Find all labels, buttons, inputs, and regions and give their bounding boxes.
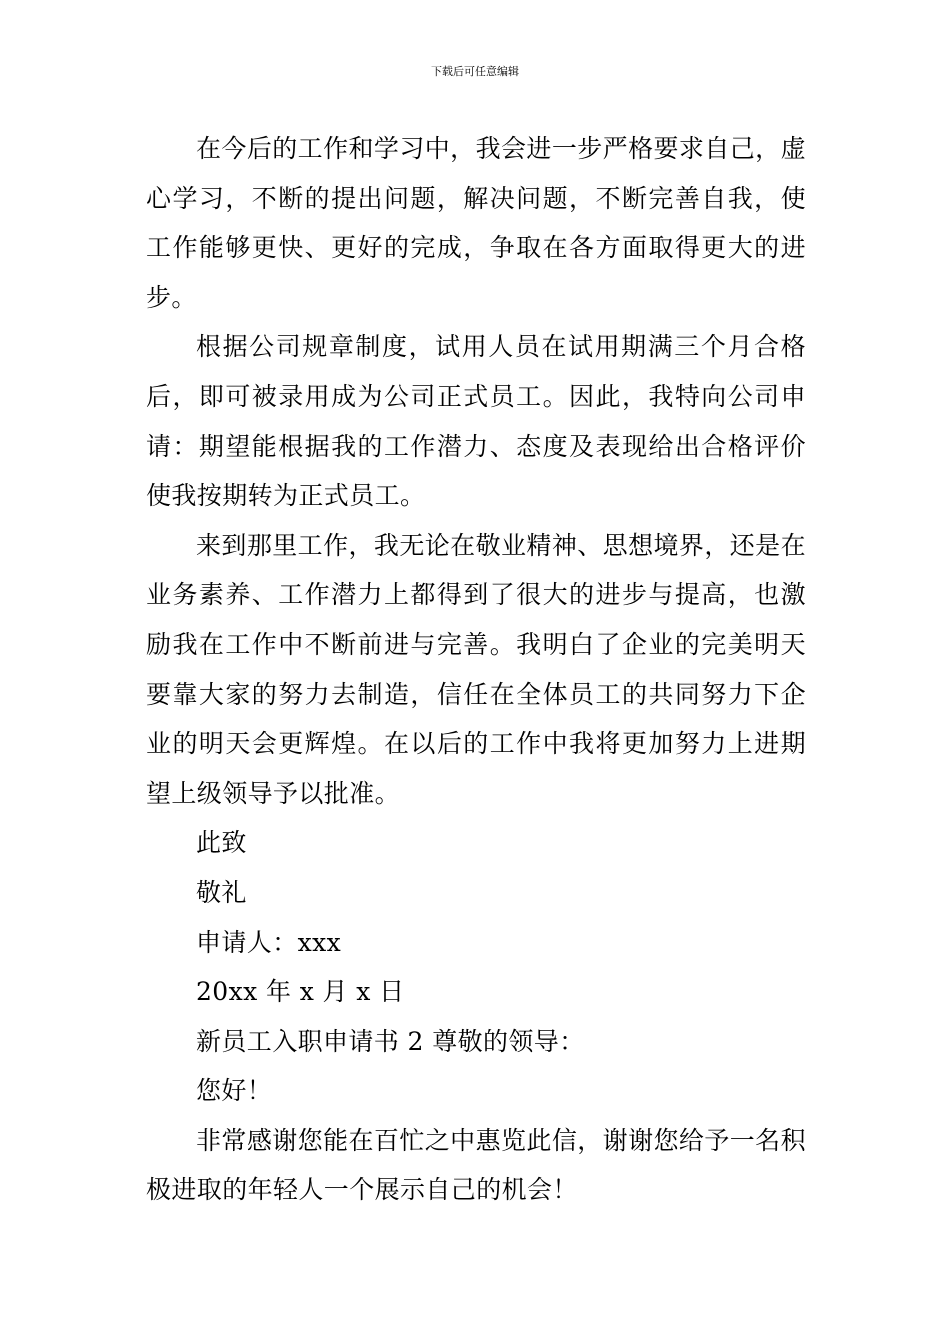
letter2-paragraph: 非常感谢您能在百忙之中惠览此信，谢谢您给予一名积极进取的年轻人一个展示自己的机会！ [146, 1125, 806, 1205]
paragraph-2: 根据公司规章制度，试用人员在试用期满三个月合格后，即可被录用成为公司正式员工。因此，我特向公司申请：期望能根据我的工作潜力、态度及表现给出合格评价使我按期转为正式员工。 [146, 332, 806, 511]
applicant-line: 申请人：xxx [196, 927, 342, 957]
closing-salutation-2: 敬礼 [196, 877, 247, 907]
document-body [146, 124, 806, 1215]
paragraph-1: 在今后的工作和学习中，我会进一步严格要求自己，虚心学习，不断的提出问题，解决问题，不断完善自我，使工作能够更快、更好的完成，争取在各方面取得更大的进步。 [146, 134, 806, 312]
letter2-greeting: 您好！ [196, 1076, 273, 1106]
closing-salutation-1: 此致 [196, 828, 247, 858]
paragraph-3: 来到那里工作，我无论在敬业精神、思想境界，还是在业务素养、工作潜力上都得到了很大的进步与提高，也激励我在工作中不断前进与完善。我明白了企业的完美明天要靠大家的努力去制造，信任在全体员工的共同努力下企业的明天会更辉煌。在以后的工作中我将更加努力上进期望上级领导予以批准。 [146, 530, 806, 808]
letter2-title: 新员工入职申请书 2 尊敬的领导： [196, 1026, 585, 1056]
date-line: 20xx 年 x 月 x 日 [196, 977, 405, 1007]
page-header: 下载后可任意编辑 [431, 65, 519, 78]
